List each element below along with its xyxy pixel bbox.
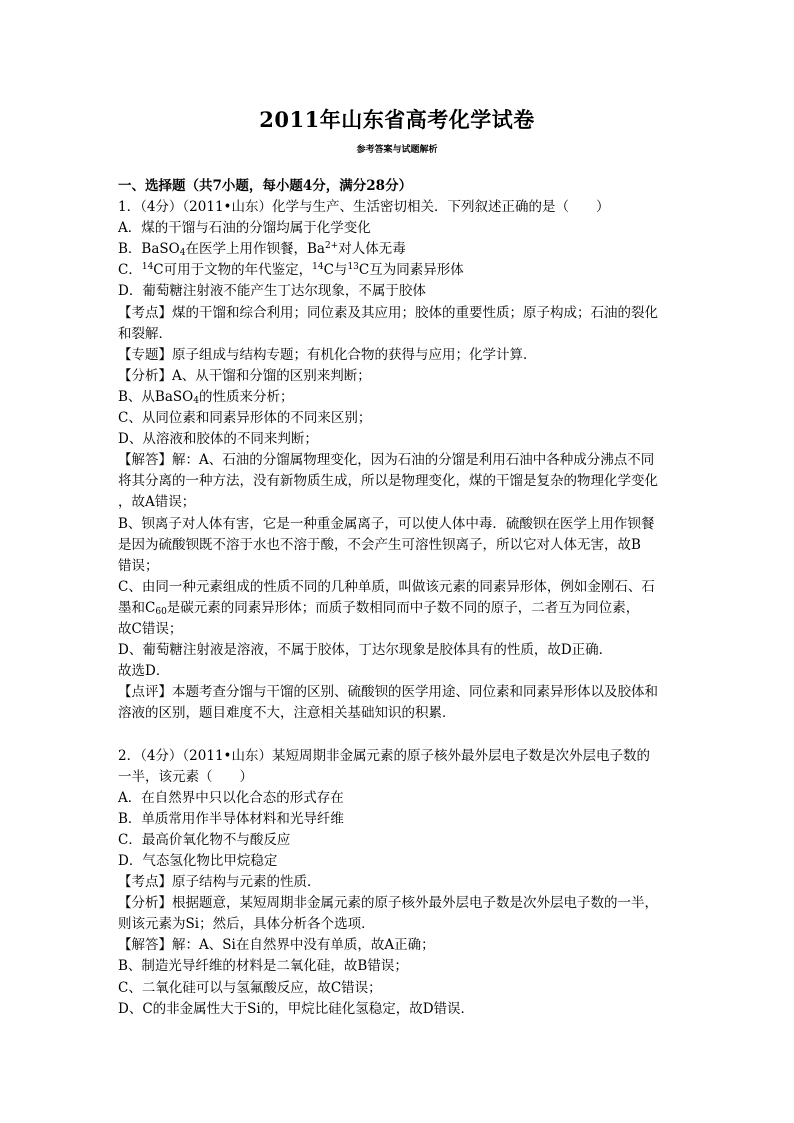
tag-jieda: 【解答】 bbox=[118, 452, 172, 469]
q1-jieda-line8-text2: 是碳元素的同素异形体；而质子数相同而中子数不同的原子，二者互为同位素， bbox=[166, 599, 640, 616]
q2-jieda-line3: C、二氧化硅可以与氢氟酸反应，故C错误； bbox=[118, 979, 382, 996]
q1-option-b bbox=[118, 239, 680, 260]
q2-kaodian-text: 原子结构与元素的性质． bbox=[172, 874, 321, 891]
q1-fenxi-b bbox=[118, 387, 680, 408]
q1-jieda-line8-sub: 60 bbox=[155, 606, 167, 617]
q1-option-b-text: B．BaSO bbox=[118, 241, 180, 258]
q2-fenxi-text: 根据题意，某短周期非金属元素的原子核外最外层电子数是次外层电子数的一半， bbox=[172, 895, 658, 912]
tag-jieda: 【解答】 bbox=[118, 937, 172, 954]
q1-fenxi-c: C、从同位素和同素异形体的不同来区别； bbox=[118, 410, 372, 427]
tag-fenxi: 【分析】 bbox=[118, 367, 172, 384]
q2-kaodian bbox=[118, 872, 680, 893]
tag-kaodian: 【考点】 bbox=[118, 304, 172, 321]
q1-jieda-text: 解：A、石油的分馏属物理变化，因为石油的分馏是利用石油中各种成分沸点不同 bbox=[172, 452, 655, 469]
q2-option-d: D．气态氢化物比甲烷稳定 bbox=[118, 853, 278, 869]
q1-option-c bbox=[118, 260, 680, 281]
q1-option-c-text2: C可用于文物的年代鉴定， bbox=[153, 262, 313, 279]
q1-fenxi-b-text2: 的性质来分析； bbox=[198, 388, 294, 405]
q1-option-b-sup: 2+ bbox=[324, 241, 339, 252]
page-subtitle: 参考答案与试题解析 bbox=[356, 145, 438, 155]
q1-option-b-text3: 对人体无毒 bbox=[338, 241, 406, 258]
q1-dianping-cont: 溶液的区别，题目难度不大，注意相关基础知识的积累． bbox=[118, 705, 456, 722]
q1-option-c-sup1: 14 bbox=[141, 262, 154, 273]
q1-kaodian-cont: 和裂解． bbox=[118, 325, 172, 342]
q1-jieda-line8 bbox=[118, 598, 680, 619]
q2-fenxi-cont: 则该元素为Si；然后，具体分析各个选项． bbox=[118, 916, 375, 933]
q1-jieda-line5: 是因为硫酸钡既不溶于水也不溶于酸，不会产生可溶性钡离子，所以它对人体无害，故B bbox=[118, 536, 641, 553]
q1-jieda-line10: D、葡萄糖注射液是溶液，不属于胶体，丁达尔现象是胶体具有的性质，故D正确． bbox=[118, 642, 613, 659]
q1-option-d: D．葡萄糖注射液不能产生丁达尔现象，不属于胶体 bbox=[118, 283, 426, 300]
q2-jieda-line4: D、C的非金属性大于Si的，甲烷比硅化氢稳定，故D错误． bbox=[118, 1000, 475, 1017]
q1-option-c-text: C． bbox=[118, 262, 142, 279]
q1-stem: 1．（4分）（2011•山东）化学与生产、生活密切相关．下列叙述正确的是（ ） bbox=[118, 199, 610, 216]
section-heading: 一、选择题（共7小题，每小题4分，满分28分） bbox=[118, 178, 413, 194]
q1-option-b-sub: 4 bbox=[179, 248, 186, 259]
q2-jieda-text: 解：A、Si在自然界中没有单质，故A正确； bbox=[172, 937, 435, 954]
q1-dianping bbox=[118, 682, 680, 703]
q1-zhuanti-text: 原子组成与结构专题；有机化合物的获得与应用；化学计算． bbox=[172, 346, 537, 363]
q2-option-c: C．最高价氧化物不与酸反应 bbox=[118, 831, 291, 848]
q2-jieda bbox=[118, 935, 680, 956]
q2-fenxi bbox=[118, 893, 680, 914]
q2-jieda-line2: B、制造光导纤维的材料是二氧化硅，故B错误； bbox=[118, 958, 408, 975]
tag-zhuanti: 【专题】 bbox=[118, 346, 172, 363]
tag-fenxi: 【分析】 bbox=[118, 895, 172, 912]
q1-kaodian bbox=[118, 303, 680, 324]
q1-zhuanti bbox=[118, 345, 680, 366]
q1-jieda-line3: ，故A错误； bbox=[118, 494, 196, 511]
page-title: 2011年山东省高考化学试卷 bbox=[259, 107, 535, 132]
q1-kaodian-text: 煤的干馏和综合利用；同位素及其应用；胶体的重要性质；原子构成；石油的裂化 bbox=[172, 304, 658, 321]
q2-option-b: B．单质常用作半导体材料和光导纤维 bbox=[118, 810, 344, 827]
q1-fenxi-d: D、从溶液和胶体的不同来判断； bbox=[118, 431, 318, 448]
q1-option-c-sup2: 14 bbox=[312, 262, 324, 273]
q1-option-c-sup3: 13 bbox=[347, 262, 359, 273]
spacer bbox=[118, 724, 680, 745]
q1-option-c-text4: C互为同素异形体 bbox=[358, 262, 464, 279]
q1-fenxi-text: A、从干馏和分馏的区别来判断； bbox=[172, 367, 371, 384]
q1-jieda-line4: B、钡离子对人体有害，它是一种重金属离子，可以使人体中毒．硫酸钡在医学上用作钡餐 bbox=[118, 515, 655, 532]
q1-jieda-line8-text: 墨和C bbox=[118, 599, 156, 616]
q1-jieda-line7: C、由同一种元素组成的性质不同的几种单质，叫做该元素的同素异形体，例如金刚石、石 bbox=[118, 578, 655, 595]
q1-option-b-text2: 在医学上用作钡餐，Ba bbox=[185, 241, 325, 258]
q2-option-a: A．在自然界中只以化合态的形式存在 bbox=[118, 789, 344, 806]
q1-fenxi-b-text: B、从BaSO bbox=[118, 388, 194, 405]
q1-jieda-line2: 将其分离的一种方法，没有新物质生成，所以是物理变化，煤的干馏是复杂的物理化学变化 bbox=[118, 473, 658, 490]
q1-option-a: A．煤的干馏与石油的分馏均属于化学变化 bbox=[118, 220, 371, 237]
document-body bbox=[118, 176, 680, 1020]
q1-jieda-line6: 错误； bbox=[118, 557, 159, 574]
q1-jieda-line9: 故C错误； bbox=[118, 620, 183, 637]
q1-option-c-text3: C与 bbox=[323, 262, 348, 279]
q2-stem-cont: 一半，该元素（ ） bbox=[118, 768, 253, 785]
q1-jieda-line11: 故选D． bbox=[118, 663, 170, 680]
q1-fenxi bbox=[118, 366, 680, 387]
q1-jieda bbox=[118, 450, 680, 471]
q1-dianping-text: 本题考查分馏与干馏的区别、硫酸钡的医学用途、同位素和同素异形体以及胶体和 bbox=[172, 684, 658, 701]
q1-fenxi-b-sub: 4 bbox=[193, 395, 199, 406]
tag-dianping: 【点评】 bbox=[118, 684, 172, 701]
q2-stem: 2．（4分）（2011•山东）某短周期非金属元素的原子核外最外层电子数是次外层电子数的 bbox=[118, 747, 650, 764]
tag-kaodian: 【考点】 bbox=[118, 874, 172, 891]
